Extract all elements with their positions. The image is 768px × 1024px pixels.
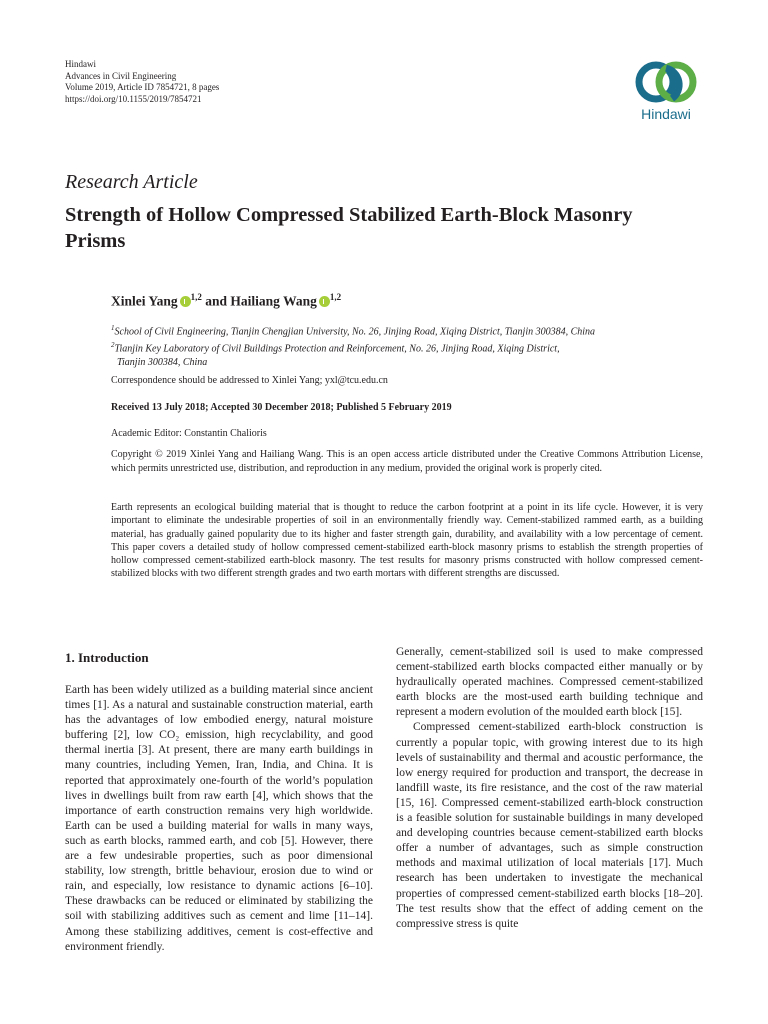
body-column-left xyxy=(65,683,373,955)
academic-editor: Academic Editor: Constantin Chalioris xyxy=(111,428,267,439)
publication-info xyxy=(65,59,219,105)
section-heading: 1. Introduction xyxy=(65,650,149,665)
publisher-name: Hindawi xyxy=(65,59,96,69)
doi-link[interactable]: https://doi.org/10.1155/2019/7854721 xyxy=(65,93,202,104)
journal-name: Advances in Civil Engineering xyxy=(65,70,177,81)
publication-dates: Received 13 July 2018; Accepted 30 December 2018; Published 5 February 2019 xyxy=(111,402,452,413)
author-affiliation-marker: 1,2 xyxy=(190,292,202,302)
volume-info: Volume 2019, Article ID 7854721, 8 pages xyxy=(65,82,220,92)
orcid-icon[interactable] xyxy=(319,296,330,307)
correspondence: Correspondence should be addressed to Xinlei Yang; yxl@tcu.edu.cn xyxy=(111,375,388,386)
author-name[interactable]: Hailiang Wang xyxy=(230,293,317,309)
affiliation-2-continued: Tianjin 300384, China xyxy=(117,356,208,368)
body-paragraph: Earth has been widely utilized as a building material since ancient times [1]. As a natural and sustainable construction material, earth has the advantages of low embodied energy, natural moisture buffering [2], low CO₂ emission, high recyclability, and good thermal inertia [3]. At present, there are many earth buildings in many countries, including Yemen, Iran, India, and China. It is reported that approximately one-fourth of the world’s population lives in dwellings built from raw earth [4], which shows that the importance of earth construction remains very high worldwide. Earth can be used a building material for walls in many ways, such as earth blocks, rammed earth, and cob [5]. However, there are a few undesirable properties, such as poor dimensional stability, low strength, brittle behaviour, erosion due to wind or rain, and especially, low resistance to dynamic actions [6–10]. These drawbacks can be reduced or eliminated by stabilizing the soil with stabilizing additives such as cement and lime [11–14]. Among these stabilizing additives, cement is cost-effective and environment friendly. xyxy=(65,684,373,953)
affiliations xyxy=(111,322,711,369)
copyright-notice: Copyright © 2019 Xinlei Yang and Hailiang Wang. This is an open access article distributed under the Creative Commons Attribution License, which permits unrestricted use, distribution, and reproduction in any medium, provided the original work is properly cited. xyxy=(111,449,703,474)
affiliation-text: Tianjin Key Laboratory of Civil Buildings Protection and Reinforcement, No. 26, Jinjing Road, Xiqing District, xyxy=(114,343,560,355)
body-column-right xyxy=(396,645,703,932)
abstract: Earth represents an ecological building material that is thought to reduce the carbon footprint at a point in its life cycle. However, it is very important to eliminate the undesirable properties of soil in an environmentally friendly way. Cement-stabilized rammed earth, as a building material, has gradually gained popularity due to its higher and faster strength gain, durability, and availability with a low percentage of cement. This paper covers a detailed study of hollow compressed cement-stabilized earth-block masonry prisms to establish the strength properties of hollow compressed cement-stabilized earth-block masonry. The test results for masonry prisms constructed with hollow compressed cement-stabilized blocks with two different strength grades and two earth mortars with different strengths are discussed. xyxy=(111,502,703,580)
affiliation-2 xyxy=(111,339,711,356)
body-paragraph: Generally, cement-stabilized soil is used to make compressed cement-stabilized earth blocks compacted either manually or by hydraulically operated machines. Compressed cement-stabilized earth blocks are the most-used earth building technique and represent a modern evolution of the moulded earth block [15]. xyxy=(396,646,703,719)
body-paragraph: Compressed cement-stabilized earth-block construction is currently a popular topic, with growing interest due to its high levels of sustainability and thermal and acoustic performance, the low energy required for production and transport, the decrease in landfill waste, its fire resistance, and the cost of the raw material [15, 16]. Compressed cement-stabilized earth-block construction is a feasible solution for sustainable buildings in many developed and developing countries because cement-stabilized earth blocks offer a number of advantages, such as simple construction methods and maximal utilization of local materials [17]. Much research has been undertaken to investigate the mechanical properties of compressed cement-stabilized earth blocks [18–20]. The test results show that the effect of adding cement on the compressive stress is quite xyxy=(396,721,703,930)
affiliation-marker: 1 xyxy=(111,324,115,332)
orcid-icon[interactable] xyxy=(180,296,191,307)
affiliation-1 xyxy=(111,322,711,339)
affiliation-marker: 2 xyxy=(111,340,115,349)
affiliation-text: School of Civil Engineering, Tianjin Chengjian University, No. 26, Jinjing Road, Xiqing District, Tianjin 300384, China xyxy=(114,326,596,338)
logo-wordmark: Hindawi xyxy=(641,106,691,122)
article-title: Strength of Hollow Compressed Stabilized Earth-Block Masonry Prisms xyxy=(65,204,633,252)
hindawi-logo-icon xyxy=(634,56,698,108)
article-type: Research Article xyxy=(65,171,198,193)
hindawi-logo[interactable] xyxy=(626,56,706,136)
author-affiliation-marker: 1,2 xyxy=(329,292,342,302)
author-line xyxy=(111,292,341,310)
author-conjunction: and xyxy=(201,293,231,309)
author-name[interactable]: Xinlei Yang xyxy=(111,293,178,309)
